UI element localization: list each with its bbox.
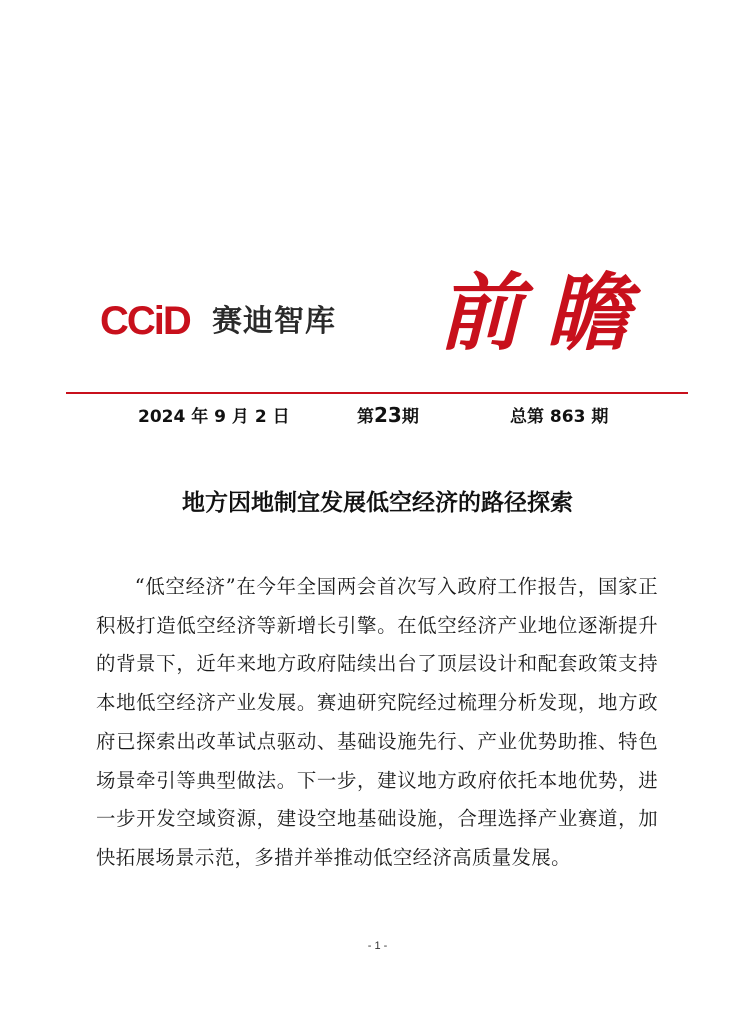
publication-name-logo: 前瞻 <box>438 263 655 362</box>
issue-number-value: 23 <box>374 403 402 427</box>
issue-date: 2024 年 9 月 2 日 <box>138 407 290 427</box>
issue-info <box>0 402 755 428</box>
page-number: - 1 - <box>367 940 388 952</box>
ccid-logo: CCiD <box>100 299 190 343</box>
ccid-brand-name: 赛迪智库 <box>212 304 336 339</box>
document-title: 地方因地制宜发展低空经济的路径探索 <box>182 490 573 516</box>
masthead <box>66 252 688 392</box>
issue-number-prefix: 第 <box>357 407 374 427</box>
issue-number-suffix: 期 <box>401 407 419 427</box>
issue-number <box>357 402 419 427</box>
masthead-divider <box>66 392 688 394</box>
summary-paragraph: “低空经济”在今年全国两会首次写入政府工作报告，国家正积极打造低空经济等新增长引擎。在低空经济产业地位逐渐提升的背景下，近年来地方政府陆续出台了顶层设计和配套政策支持本地低空经济产业发展。赛迪研究院经过梳理分析发现，地方政府已探索出改革试点驱动、基础设施先行、产业优势助推、特色场景牵引等典型做法。下一步，建议地方政府依托本地优势，进一步开发空域资源，建设空地基础设施，合理选择产业赛道，加快拓展场景示范，多措并举推动低空经济高质量发展。 <box>96 575 658 869</box>
issue-total-number: 总第 863 期 <box>510 407 609 427</box>
